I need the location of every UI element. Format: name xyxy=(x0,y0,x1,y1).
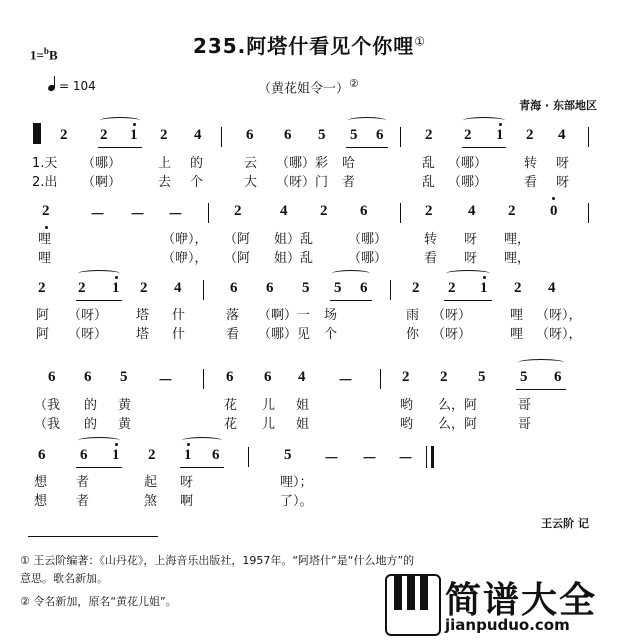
notation-line-1: 2 2 1 2 4 6 6 5 5 6 2 2 1 2 4 xyxy=(28,127,593,147)
key-signature: 1=$^b$B xyxy=(30,46,58,63)
footnote-divider xyxy=(28,536,158,537)
tempo-marking: = 104 xyxy=(48,78,96,93)
lyric-line-4a: （我 的 黄 花 儿 姐 哟 么，阿 哥 xyxy=(34,398,532,413)
notation-line-4: 6 6 5 － 6 6 4 － 2 2 5 5 6 xyxy=(28,369,593,389)
piano-icon xyxy=(385,574,441,636)
subtitle: （黄花姐令一）② xyxy=(258,77,359,97)
lyric-line-3a: 阿 （呀） 塔 什 落 （啊）一 场 雨 （呀） 哩 （呀）， xyxy=(36,308,582,323)
lyric-line-2b: 哩 （咿）， （阿 姐）乱 （哪） 看 呀 哩， xyxy=(38,251,531,266)
watermark-logo xyxy=(385,572,611,634)
lyric-line-3b: 阿 （呀） 塔 什 看 （哪）见 个 你 （呀） 哩 （呀）， xyxy=(36,327,582,342)
watermark-text: 简谱大全 xyxy=(445,580,598,621)
lyric-line-5b: 想 者 煞 啊 了）。 xyxy=(34,494,313,509)
region-label: 青海 · 东部地区 xyxy=(519,99,597,112)
footnote-2: ② 令名新加，原名“黄花儿姐”。 xyxy=(20,595,177,608)
lyric-line-1a: 1.天 （哪） 上 的 云 （哪）彩 哈 乱 （哪） 转 呀 xyxy=(32,156,570,171)
lyric-line-2a: 哩 （咿）， （阿 姐）乱 （哪） 转 呀 哩， xyxy=(38,232,531,247)
notation-line-5: 6 6 1 2 1 6 5 － － － xyxy=(28,447,593,467)
notation-line-3: 2 2 1 2 4 6 6 5 5 6 2 2 1 2 4 xyxy=(28,280,593,300)
watermark-url: jianpuduo.com xyxy=(445,616,570,634)
notation-line-2: 2 － － － 2 4 2 6 2 4 2 0 xyxy=(28,203,593,223)
song-title: 235.阿塔什看见个你哩① xyxy=(192,34,427,58)
recorder-credit: 王云阶 记 xyxy=(541,517,589,530)
lyric-line-1b: 2.出 （啊） 去 个 大 （呀）门 者 乱 （哪） 看 呀 xyxy=(32,175,570,190)
lyric-line-4b: （我 的 黄 花 儿 姐 哟 么，阿 哥 xyxy=(34,417,532,432)
footnote-1: ① 王云阶编著：《山丹花》，上海音乐出版社，1957年。“阿塔什”是“什么地方”的意思。歌名新加。 xyxy=(20,554,415,585)
lyric-line-5a: 想 者 起 呀 哩）； xyxy=(34,475,313,490)
